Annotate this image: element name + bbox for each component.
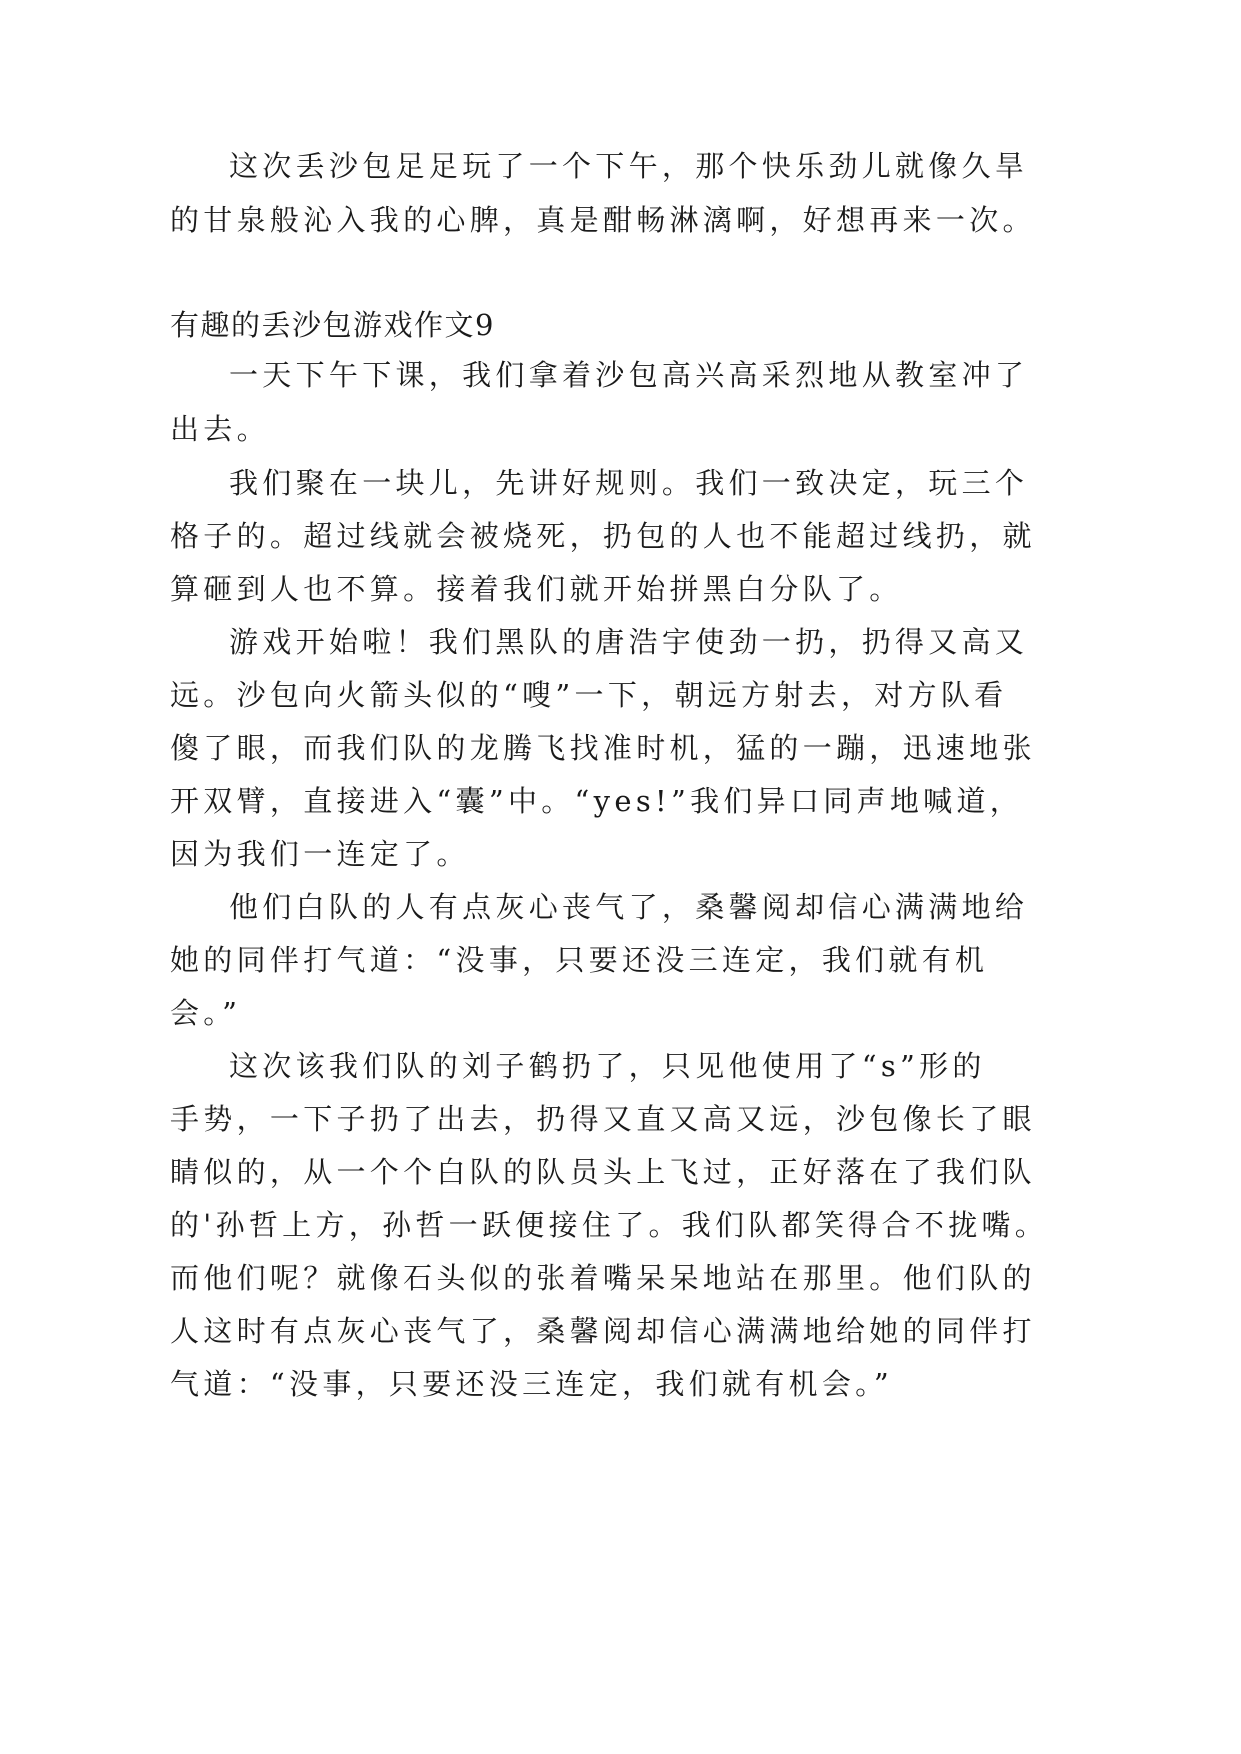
section-title: 有趣的丢沙包游戏作文9 [170,308,495,342]
paragraph-3-line-2: 远。沙包向火箭头似的“嗖”一下，朝远方射去，对方队看 [170,678,1008,712]
paragraph-2-line-3: 算砸到人也不算。接着我们就开始拼黑白分队了。 [170,572,903,606]
paragraph-4-line-1: 他们白队的人有点灰心丧气了，桑馨阅却信心满满地给 [229,890,1029,924]
paragraph-5-line-1: 这次该我们队的刘子鹤扔了，只见他使用了“s”形的 [229,1049,986,1083]
paragraph-3-line-1: 游戏开始啦！我们黑队的唐浩宇使劲一扔，扔得又高又 [229,625,1029,659]
paragraph-3-line-5: 因为我们一连定了。 [170,837,470,871]
paragraph-2-line-1: 我们聚在一块儿，先讲好规则。我们一致决定，玩三个 [229,466,1029,500]
paragraph-1-line-1: 一天下午下课，我们拿着沙包高兴高采烈地从教室冲了 [229,358,1029,392]
paragraph-1-line-2: 出去。 [170,412,270,446]
paragraph-5-line-5: 而他们呢？就像石头似的张着嘴呆呆地站在那里。他们队的 [170,1261,1036,1295]
intro-line-2: 的甘泉般沁入我的心脾，真是酣畅淋漓啊，好想再来一次。 [170,203,1036,237]
paragraph-2-line-2: 格子的。超过线就会被烧死，扔包的人也不能超过线扔，就 [170,519,1036,553]
paragraph-5-line-7: 气道：“没事，只要还没三连定，我们就有机会。” [170,1367,894,1401]
paragraph-5-line-6: 人这时有点灰心丧气了，桑馨阅却信心满满地给她的同伴打 [170,1314,1036,1348]
intro-line-1: 这次丢沙包足足玩了一个下午，那个快乐劲儿就像久旱 [229,149,1029,183]
paragraph-3-line-4: 开双臂，直接进入“囊”中。“yes!”我们异口同声地喊道， [170,784,1024,818]
paragraph-4-line-3: 会。” [170,996,242,1030]
paragraph-5-line-2: 手势，一下子扔了出去，扔得又直又高又远，沙包像长了眼 [170,1102,1036,1136]
paragraph-4-line-2: 她的同伴打气道：“没事，只要还没三连定，我们就有机 [170,943,989,977]
paragraph-5-line-3: 睛似的，从一个个白队的队员头上飞过，正好落在了我们队 [170,1155,1036,1189]
paragraph-5-line-4: 的'孙哲上方，孙哲一跃便接住了。我们队都笑得合不拢嘴。 [170,1208,1049,1242]
paragraph-3-line-3: 傻了眼，而我们队的龙腾飞找准时机，猛的一蹦，迅速地张 [170,731,1036,765]
